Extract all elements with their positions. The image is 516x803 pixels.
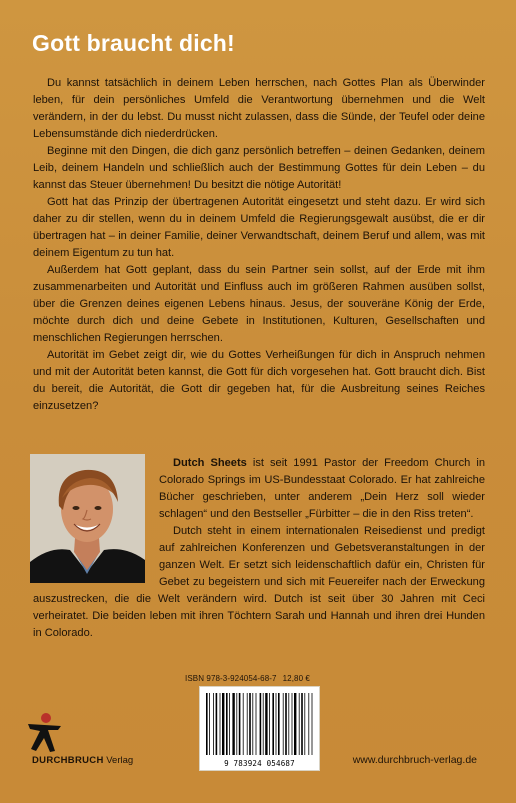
price: 12,80 € (282, 674, 310, 683)
publisher-website: www.durchbruch-verlag.de (352, 754, 477, 766)
publisher-suffix: Verlag (103, 755, 134, 766)
intro-paragraph: Beginne mit den Dingen, die dich ganz persönlich betreffen – deinen Gedanken, deinem Leib, deinem Handeln und schließlich auch der Bestimmung Gottes für dein Leben – du kannst das Steuer übernehmen! Du besitzt die nötige Autorität! (33, 145, 485, 191)
photo-spacer (33, 455, 159, 587)
intro-paragraph: Autorität im Gebet zeigt dir, wie du Gottes Verheißungen für dich in Anspruch nehmen und mit der Autorität beten kannst, die Gott für dich vorgesehen hat. Gott braucht dich. Bist du bereit, die Autorität, die Gott dir gegeben hat, für die Ausbreitung seines Reiches einzusetzen? (33, 349, 485, 412)
intro-paragraph: Gott hat das Prinzip der übertragenen Autorität eingesetzt und steht dazu. Er wird sich daher zu dir stellen, wenn du in deinem Umfeld die Regierungsgewalt ausübst, die er dir übertragen hat – in deiner Familie, deiner Verwandtschaft, deinem Beruf und allem, was mit deinem Eigentum zu tun hat. (33, 196, 485, 259)
intro-paragraph: Außerdem hat Gott geplant, dass du sein Partner sein sollst, auf der Erde mit ihm zusammenarbeiten und Autorität und Einfluss auch im größeren Rahmen ausüben sollst, über die Grenzen deines eigenen Lebens hinaus. Jesus, der souveräne König der Erde, möchte durch dich und deine Gebete in Institutionen, Kulturen, Gesellschaften und menschlichen Regierungen herrschen. (33, 264, 485, 344)
publisher-name (32, 755, 133, 766)
isbn: ISBN 978-3-924054-68-7 (185, 674, 277, 683)
intro-text (33, 75, 485, 415)
author-name: Dutch Sheets (173, 457, 247, 469)
intro-paragraph: Du kannst tatsächlich in deinem Leben herrschen, nach Gottes Plan als Überwinder leben, für dein persönliches Umfeld die Verantwortung übernehmen und die Welt verändern, in der du lebst. Du musst nicht zulassen, dass die Sünde, der Teufel oder deine Lebensumstände dich niederdrücken. (33, 77, 485, 140)
isbn-price-line (185, 674, 310, 683)
author-bio (33, 455, 485, 642)
publisher-logo-icon (25, 711, 65, 753)
cover-title: Gott braucht dich! (32, 30, 235, 56)
publisher-brand: DURCHBRUCH (32, 755, 104, 766)
barcode-icon (199, 686, 320, 771)
barcode-bars (200, 691, 319, 763)
author-bio-text: ist seit 1991 Pastor der Freedom Church in Colorado Springs im US-Bundesstaat Colorado. Er hat zahlreiche Bücher geschrieben, unter anderem „Dein Herz soll wieder schlagen“ und den Bestseller „Fürbitter – die in den Riss treten“. (159, 457, 485, 520)
barcode-digits: 9 783924 054687 (224, 759, 295, 768)
author-bio-paragraph: Dutch steht in einem internationalen Reisedienst und predigt auf zahlreichen Konferenzen und Gebetsveranstaltungen in der ganzen Welt. Er setzt sich leidenschaftlich dafür ein, Christen für Gebet zu begeistern und sich mit Feuereifer nach der Erweckung auszustrecken, die die Welt verändern wird. Dutch ist seit über 30 Jahren mit Ceci verheiratet. Die beiden leben mit ihren Töchtern Sarah und Hannah und ihren drei Hunden in Colorado. (33, 525, 485, 639)
